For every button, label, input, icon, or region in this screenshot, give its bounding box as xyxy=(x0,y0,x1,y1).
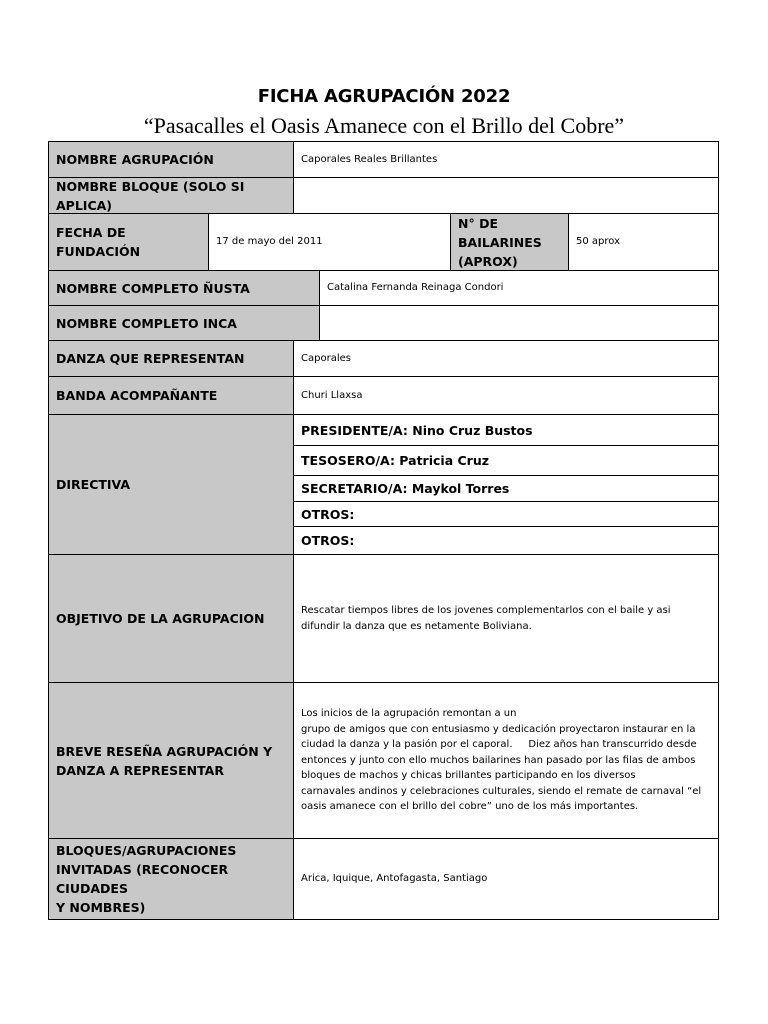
bailarines-label: N° DE BAILARINES (APROX) xyxy=(451,214,569,271)
directiva-tesorero[interactable]: TESOSERO/A: Patricia Cruz xyxy=(294,446,718,476)
invitadas-field[interactable]: Arica, Iquique, Antofagasta, Santiago xyxy=(294,839,718,919)
document-subtitle: “Pasacalles el Oasis Amanece con el Brillo del Cobre” xyxy=(143,113,625,138)
fecha-fundacion-field[interactable]: 17 de mayo del 2011 xyxy=(209,214,451,271)
directiva-label: DIRECTIVA xyxy=(49,415,294,555)
nusta-label: NOMBRE COMPLETO ÑUSTA xyxy=(49,271,320,306)
objetivo-label: OBJETIVO DE LA AGRUPACION xyxy=(49,555,294,683)
directiva-secretario[interactable]: SECRETARIO/A: Maykol Torres xyxy=(294,476,718,502)
bailarines-field[interactable]: 50 aprox xyxy=(569,214,718,271)
nombre-agrupacion-label: NOMBRE AGRUPACIÓN xyxy=(49,142,294,178)
registration-form xyxy=(48,141,719,920)
fecha-fundacion-label: FECHA DE FUNDACIÓN xyxy=(49,214,209,271)
resena-field[interactable]: Los inicios de la agrupación remontan a un grupo de amigos que con entusiasmo y dedicación proyectaron instaurar en la ciudad la danza y la pasión por el caporal. Diez años han transcurrido desde entonces y junto con ello muchos bailarines han pasado por las filas de ambos bloques de machos y chicas brillantes participando en los diversos carnavales andinos y celebraciones culturales, siendo el remate de carnaval “el oasis amanece con el brillo del cobre” uno de los más importantes. xyxy=(294,683,718,839)
invitadas-label: BLOQUES/AGRUPACIONES INVITADAS (RECONOCER CIUDADES Y NOMBRES) xyxy=(49,839,294,919)
resena-label: BREVE RESEÑA AGRUPACIÓN Y DANZA A REPRESENTAR xyxy=(49,683,294,839)
nombre-bloque-label: NOMBRE BLOQUE (SOLO SI APLICA) xyxy=(49,178,294,214)
nombre-agrupacion-field[interactable]: Caporales Reales Brillantes xyxy=(294,142,718,178)
document-title: FICHA AGRUPACIÓN 2022 xyxy=(257,86,511,107)
danza-field[interactable]: Caporales xyxy=(294,341,718,377)
directiva-otros-2[interactable]: OTROS: xyxy=(294,527,718,555)
nusta-field[interactable]: Catalina Fernanda Reinaga Condori xyxy=(320,271,718,306)
inca-field[interactable] xyxy=(320,306,718,341)
directiva-presidente[interactable]: PRESIDENTE/A: Nino Cruz Bustos xyxy=(294,415,718,446)
inca-label: NOMBRE COMPLETO INCA xyxy=(49,306,320,341)
objetivo-field[interactable]: Rescatar tiempos libres de los jovenes complementarlos con el baile y asi difundir la danza que es netamente Boliviana. xyxy=(294,555,718,683)
banda-label: BANDA ACOMPAÑANTE xyxy=(49,377,294,415)
danza-label: DANZA QUE REPRESENTAN xyxy=(49,341,294,377)
banda-field[interactable]: Churi Llaxsa xyxy=(294,377,718,415)
directiva-otros-1[interactable]: OTROS: xyxy=(294,502,718,527)
nombre-bloque-field[interactable] xyxy=(294,178,718,214)
